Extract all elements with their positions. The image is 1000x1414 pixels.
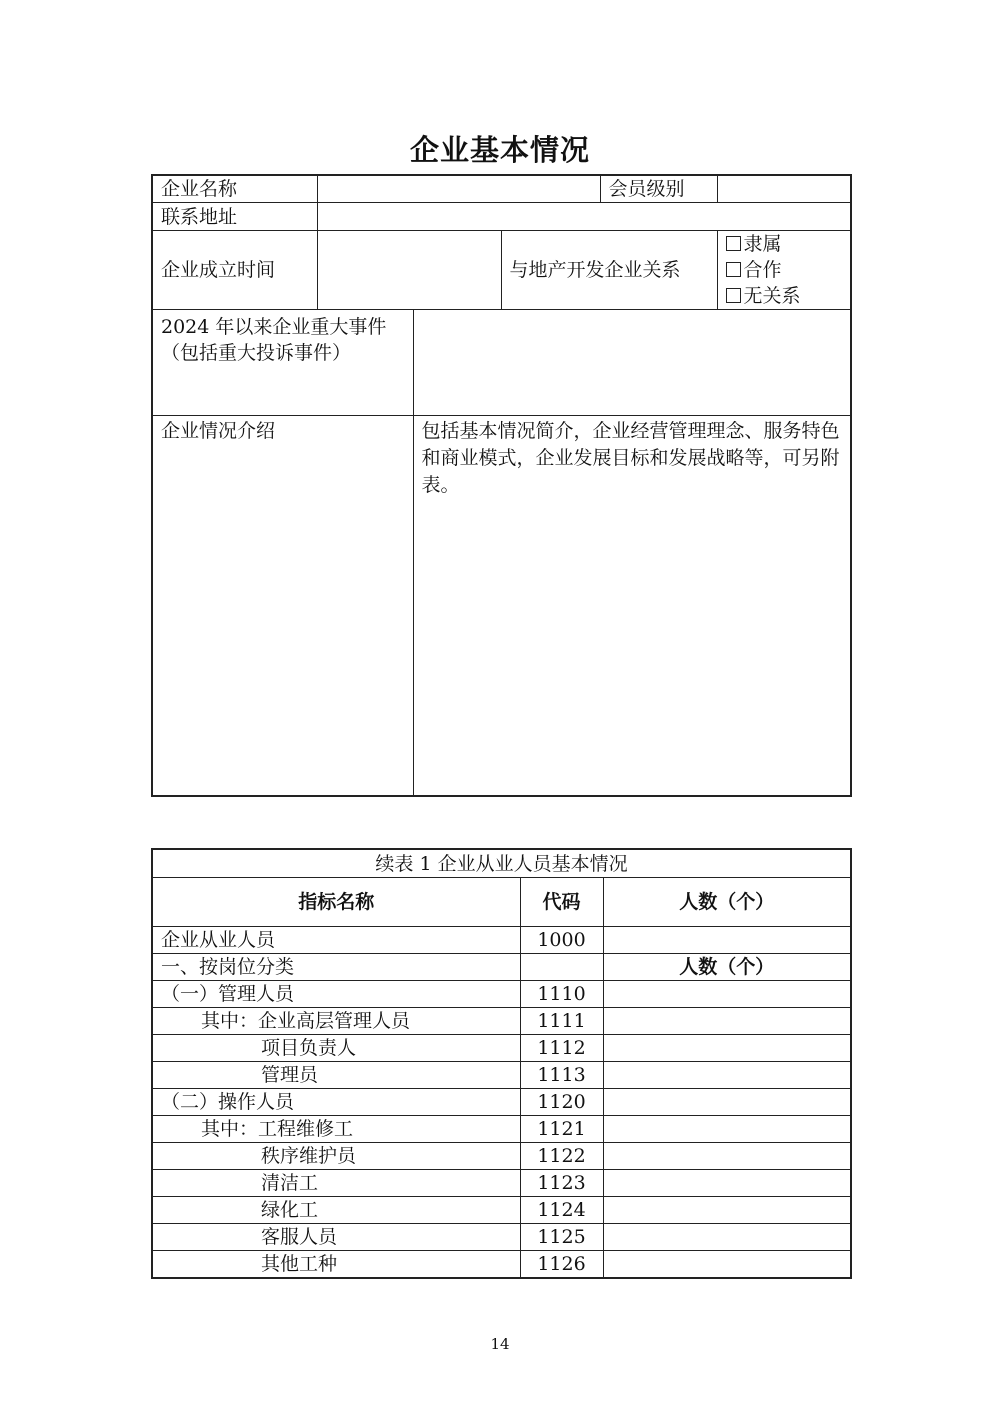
row-code: 1120: [520, 1089, 603, 1116]
staff-info-table: [151, 848, 852, 1279]
relation-options: [717, 231, 851, 310]
row-count-label: 人数（个）: [603, 954, 851, 981]
row-code: 1110: [520, 981, 603, 1008]
row-code: [520, 954, 603, 981]
row-code: 1123: [520, 1170, 603, 1197]
row-name: 秩序维护员: [152, 1143, 520, 1170]
row-name: 企业从业人员: [152, 927, 520, 954]
checkbox-icon[interactable]: [726, 236, 741, 251]
table-row: [152, 1089, 851, 1116]
row-name: 项目负责人: [152, 1035, 520, 1062]
table-row: [152, 1062, 851, 1089]
row-count-field[interactable]: [603, 1035, 851, 1062]
row-code: 1121: [520, 1116, 603, 1143]
table-row: [152, 1143, 851, 1170]
header-count: 人数（个）: [603, 878, 851, 927]
company-name-field[interactable]: [317, 175, 600, 203]
header-code: 代码: [520, 878, 603, 927]
relation-option-none[interactable]: 无关系: [726, 283, 843, 309]
row-name: 绿化工: [152, 1197, 520, 1224]
relation-option-cooperation[interactable]: 合作: [726, 257, 843, 283]
relation-option-subsidiary[interactable]: 隶属: [726, 231, 843, 257]
intro-field[interactable]: 包括基本情况简介，企业经营管理理念、服务特色和商业模式，企业发展目标和发展战略等，可另附表。: [413, 416, 851, 796]
row-name: 清洁工: [152, 1170, 520, 1197]
row-count-field[interactable]: [603, 1062, 851, 1089]
company-basic-info-form: [151, 174, 852, 797]
table-row: [152, 1170, 851, 1197]
page-title: 企业基本情况: [409, 133, 590, 167]
row-name: 一、按岗位分类: [152, 954, 520, 981]
row-name: 管理员: [152, 1062, 520, 1089]
table-row: [152, 927, 851, 954]
row-name: （二）操作人员: [152, 1089, 520, 1116]
major-events-label: 2024 年以来企业重大事件（包括重大投诉事件）: [152, 310, 413, 416]
founded-field[interactable]: [317, 231, 501, 310]
page-number: 14: [490, 1335, 510, 1353]
address-label: 联系地址: [152, 203, 317, 231]
row-count-field[interactable]: [603, 927, 851, 954]
row-code: 1124: [520, 1197, 603, 1224]
row-count-field[interactable]: [603, 1224, 851, 1251]
table-row: [152, 1008, 851, 1035]
row-count-field[interactable]: [603, 1143, 851, 1170]
table-row: [152, 1197, 851, 1224]
member-level-field[interactable]: [717, 175, 851, 203]
company-name-label: 企业名称: [152, 175, 317, 203]
table-row: [152, 1224, 851, 1251]
founded-label: 企业成立时间: [152, 231, 317, 310]
header-indicator-name: 指标名称: [152, 878, 520, 927]
row-count-field[interactable]: [603, 1251, 851, 1279]
row-code: 1125: [520, 1224, 603, 1251]
row-code: 1126: [520, 1251, 603, 1279]
row-name: （一）管理人员: [152, 981, 520, 1008]
member-level-label: 会员级别: [600, 175, 717, 203]
table-caption: 续表 1 企业从业人员基本情况: [152, 849, 851, 878]
row-name: 其他工种: [152, 1251, 520, 1279]
table-row: [152, 981, 851, 1008]
checkbox-icon[interactable]: [726, 262, 741, 277]
row-name: 客服人员: [152, 1224, 520, 1251]
row-code: 1122: [520, 1143, 603, 1170]
checkbox-icon[interactable]: [726, 288, 741, 303]
row-code: 1112: [520, 1035, 603, 1062]
address-field[interactable]: [317, 203, 851, 231]
table-row: [152, 954, 851, 981]
intro-label: 企业情况介绍: [152, 416, 413, 796]
row-code: 1111: [520, 1008, 603, 1035]
row-count-field[interactable]: [603, 1089, 851, 1116]
row-count-field[interactable]: [603, 1116, 851, 1143]
row-name: 其中：工程维修工: [152, 1116, 520, 1143]
row-name: 其中：企业高层管理人员: [152, 1008, 520, 1035]
table-row: [152, 1035, 851, 1062]
row-count-field[interactable]: [603, 981, 851, 1008]
row-code: 1000: [520, 927, 603, 954]
major-events-field[interactable]: [413, 310, 851, 416]
row-count-field[interactable]: [603, 1170, 851, 1197]
table-row: [152, 1251, 851, 1279]
row-count-field[interactable]: [603, 1197, 851, 1224]
row-count-field[interactable]: [603, 1008, 851, 1035]
relation-label: 与地产开发企业关系: [501, 231, 717, 310]
row-code: 1113: [520, 1062, 603, 1089]
table-row: [152, 1116, 851, 1143]
